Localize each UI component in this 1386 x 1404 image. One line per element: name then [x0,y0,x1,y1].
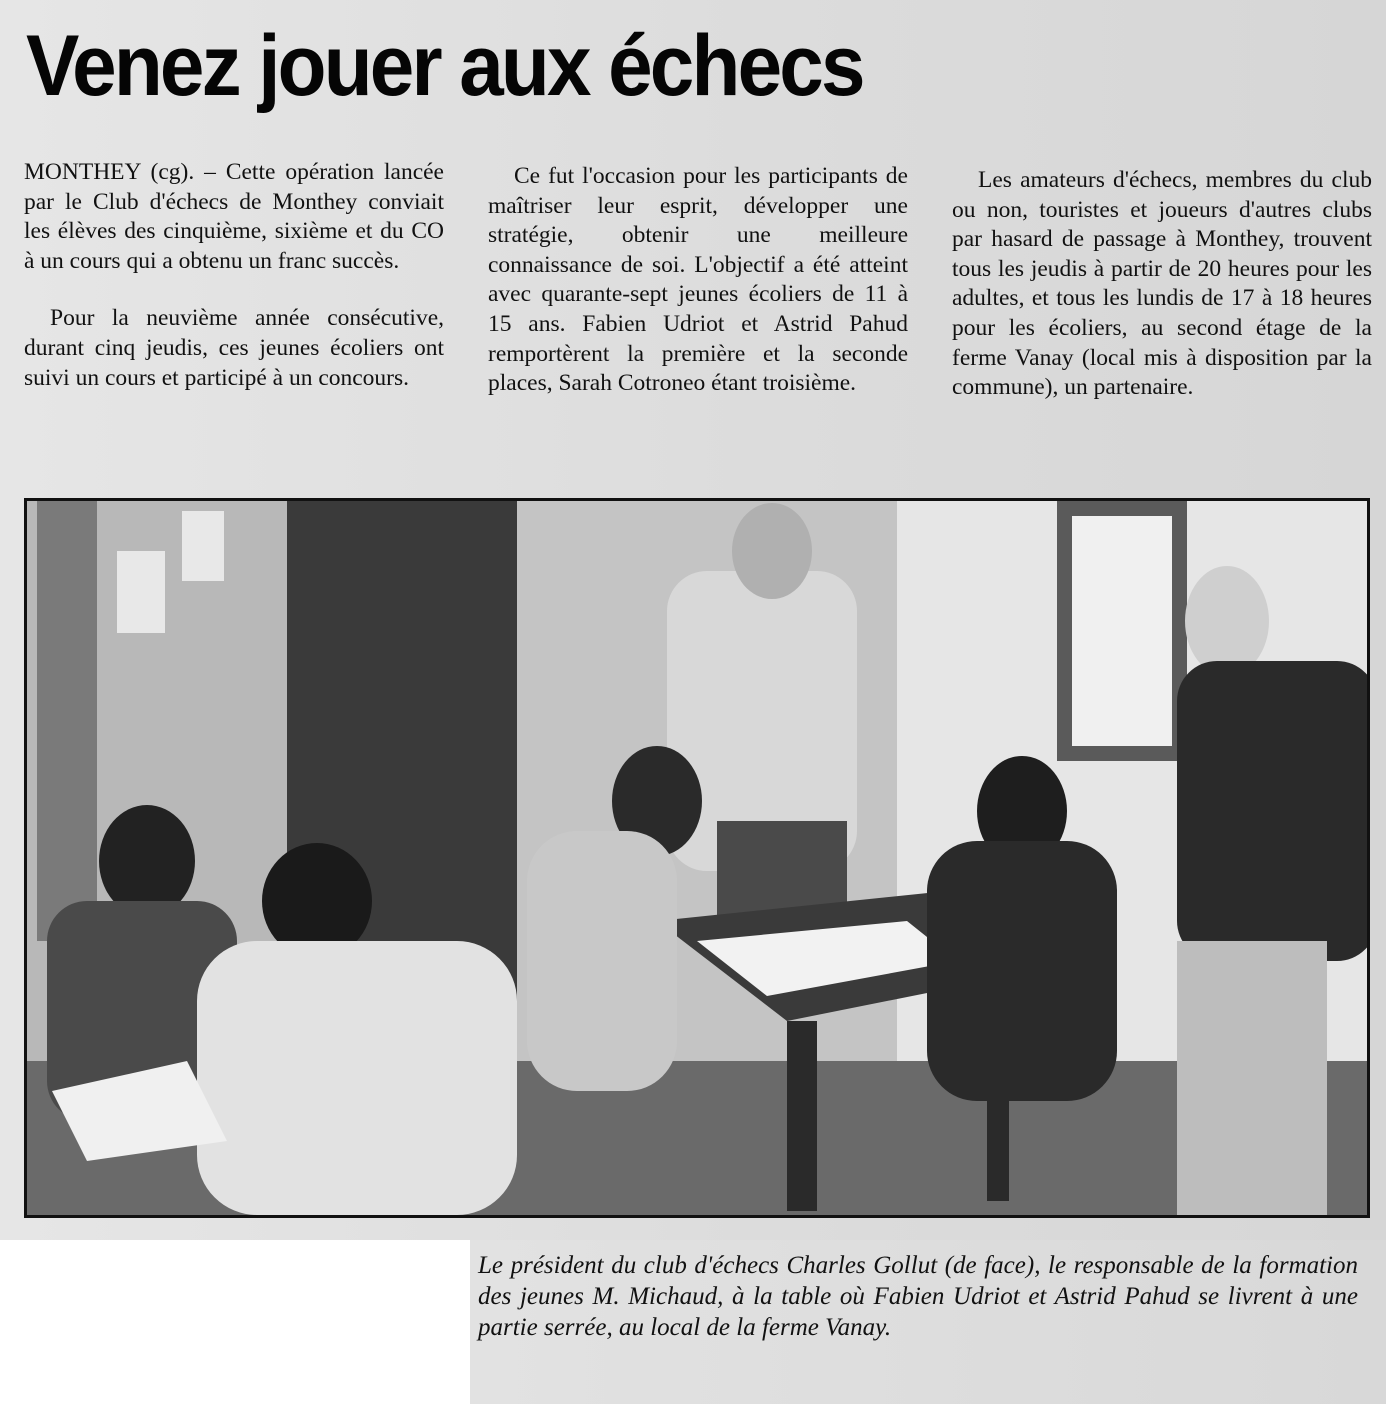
article-photo [24,498,1370,1218]
photo-caption: Le président du club d'échecs Charles Gollut (de face), le responsable de la formation des jeunes M. Michaud, à la table où Fabien Udriot et Astrid Pahud se livrent à une partie serrée, au local de la ferme Vanay. [478,1252,1358,1341]
article-column-1 [24,158,444,393]
paragraph: Les amateurs d'échecs, membres du club ou non, touristes et joueurs d'autres clubs par hasard de passage à Monthey, trouvent tous les jeudis à partir de 20 heures pour les adultes, et tous les lundis de 17 à 18 heures pour les écoliers, au second étage de la ferme Vanay (local mis à disposition par la commune), un partenaire. [952,167,1372,401]
article-column-2 [488,162,908,399]
article-headline: Venez jouer aux échecs [26,18,863,114]
blank-margin [0,1240,470,1404]
chess-club-photo [27,501,1367,1215]
paragraph: Ce fut l'occasion pour les participants de maîtriser leur esprit, développer une stratégie, obtenir une meilleure connaissance de soi. L'objectif a été atteint avec quarante-sept jeunes écoliers de 11 à 15 ans. Fabien Udriot et Astrid Pahud remportèrent la première et la seconde places, Sarah Cotroneo étant troisième. [488,163,908,397]
paragraph: MONTHEY (cg). – Cette opération lancée par le Club d'échecs de Monthey conviait les élèves des cinquième, sixième et du CO à un cours qui a obtenu un franc succès. [24,159,444,274]
paragraph: Pour la neuvième année consécutive, durant cinq jeudis, ces jeunes écoliers ont suivi un cours et participé à un concours. [24,305,444,391]
article-column-3 [952,166,1372,403]
